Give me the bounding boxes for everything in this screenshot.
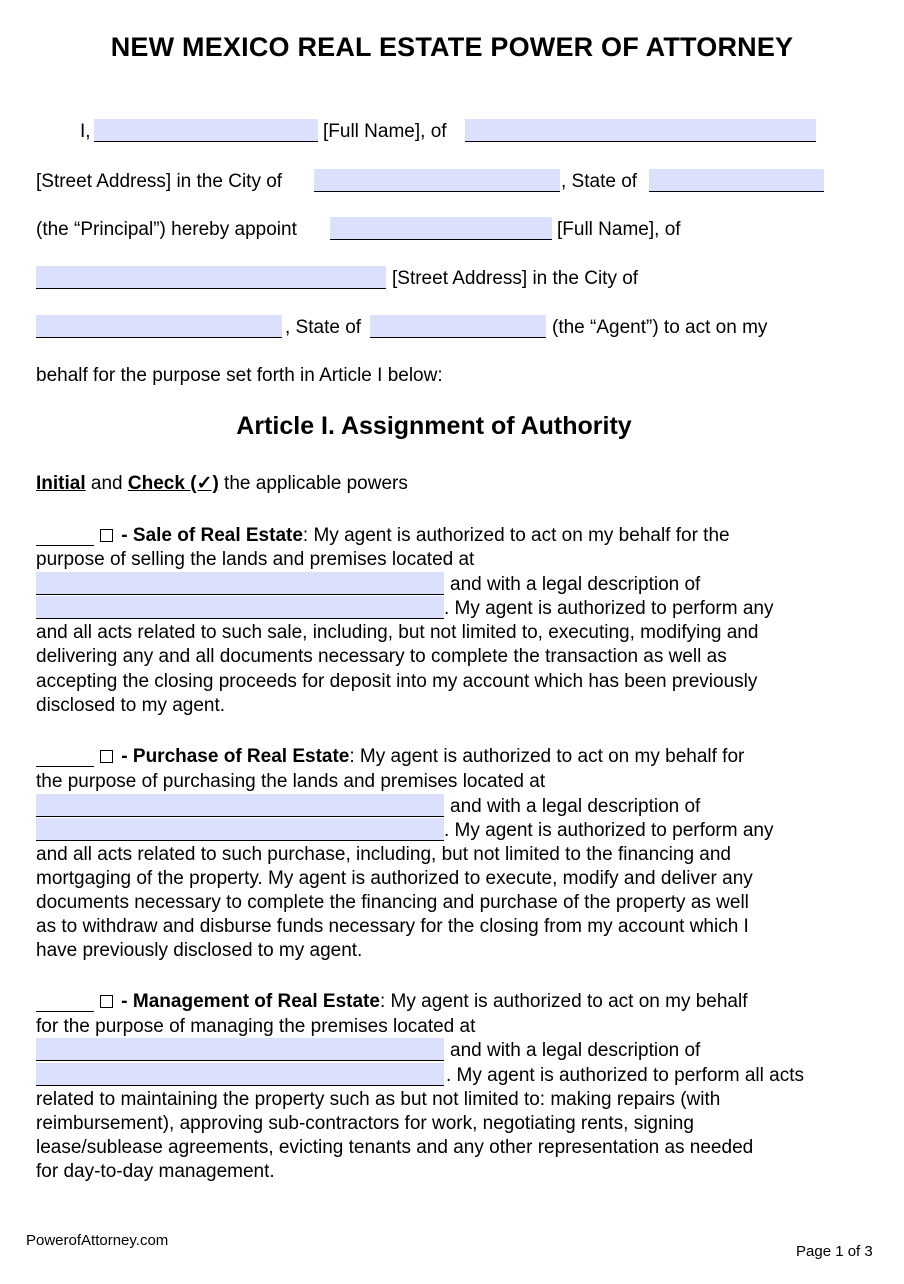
management-heading: Management of Real Estate [132,991,380,1012]
agent-city-field[interactable] [36,315,282,338]
document-title: NEW MEXICO REAL ESTATE POWER OF ATTORNEY [110,32,794,62]
management-lead: : My agent is authorized to act on my behalf [379,991,748,1012]
sale-dash: - [116,525,133,546]
purchase-dash: - [116,746,133,767]
principal-name-field[interactable] [94,119,318,142]
management-body-2: reimbursement), approving sub-contractors for work, negotiating rents, signing [36,1113,694,1134]
purchase-legal-text: and with a legal description of [450,796,701,817]
management-body-3: lease/sublease agreements, evicting tenants and any other representation as needed [36,1137,754,1158]
management-perform-text: . My agent is authorized to perform all acts [446,1065,804,1086]
management-body-4: for day-to-day management. [36,1161,275,1182]
purchase-body-1: and all acts related to such purchase, including, but not limited to the financing and [36,844,731,865]
purchase-body-3: documents necessary to complete the financing and purchase of the property as well [36,892,749,913]
purchase-body-4: as to withdraw and disburse funds necessary for the closing from my account which I [36,916,749,937]
management-line2: for the purpose of managing the premises located at [36,1016,476,1037]
purchase-initial-field[interactable] [36,744,94,767]
management-body-1: related to maintaining the property such as but not limited to: making repairs (with [36,1089,721,1110]
purchase-body-5: have previously disclosed to my agent. [36,940,363,961]
purchase-heading: Purchase of Real Estate [132,746,350,767]
sale-initial-field[interactable] [36,523,94,546]
management-legal-field[interactable] [36,1063,444,1086]
principal-city-field[interactable] [314,169,560,192]
principal-street-field[interactable] [465,119,816,142]
management-heading-line [100,990,748,1014]
intro-text-principal: (the “Principal”) hereby appoint [36,219,297,240]
sale-heading: Sale of Real Estate [132,525,303,546]
sale-checkbox[interactable] [100,529,113,542]
principal-state-field[interactable] [649,169,824,192]
sale-body-3: accepting the closing proceeds for deposit into my account which has been previously [36,671,758,692]
intro-text-state-1: , State of [561,171,638,192]
sale-body-4: disclosed to my agent. [36,695,226,716]
instruction-initial: Initial [36,473,86,494]
instruction-rest: the applicable powers [218,473,408,494]
purchase-location-field[interactable] [36,794,444,817]
management-location-field[interactable] [36,1038,444,1061]
purchase-line2: the purpose of purchasing the lands and premises located at [36,771,546,792]
intro-text-fullname-2: [Full Name], of [557,219,681,240]
purchase-heading-line [100,745,744,769]
agent-street-field[interactable] [36,266,386,289]
sale-location-field[interactable] [36,572,444,595]
intro-text-state-2: , State of [285,317,362,338]
instruction-check: Check (✓) [127,473,219,494]
article-heading: Article I. Assignment of Authority [236,412,632,440]
management-dash: - [116,991,133,1012]
footer-page-number: Page 1 of 3 [796,1243,873,1260]
management-legal-text: and with a legal description of [450,1040,701,1061]
intro-text-street-2: [Street Address] in the City of [392,268,639,289]
sale-heading-line [100,524,730,548]
management-initial-field[interactable] [36,989,94,1012]
sale-lead: : My agent is authorized to act on my behalf for the [302,525,730,546]
purchase-lead: : My agent is authorized to act on my behalf for [349,746,745,767]
intro-text-behalf: behalf for the purpose set forth in Article I below: [36,365,443,386]
intro-text-fullname-1: [Full Name], of [323,121,447,142]
sale-body-1: and all acts related to such sale, including, but not limited to, executing, modifying and [36,622,759,643]
intro-text-agent: (the “Agent”) to act on my [552,317,768,338]
agent-state-field[interactable] [370,315,546,338]
sale-legal-field[interactable] [36,596,444,619]
purchase-perform-text: . My agent is authorized to perform any [444,820,774,841]
instruction-and: and [85,473,128,494]
purchase-body-2: mortgaging of the property. My agent is authorized to execute, modify and deliver any [36,868,753,889]
intro-text-i: I, [80,121,91,142]
sale-line2: purpose of selling the lands and premises located at [36,549,475,570]
instruction-line [36,472,408,496]
agent-name-field[interactable] [330,217,552,240]
purchase-checkbox[interactable] [100,750,113,763]
sale-legal-text: and with a legal description of [450,574,701,595]
management-checkbox[interactable] [100,995,113,1008]
intro-text-street-1: [Street Address] in the City of [36,171,283,192]
sale-perform-text: . My agent is authorized to perform any [444,598,774,619]
footer-site: PowerofAttorney.com [26,1232,169,1249]
sale-body-2: delivering any and all documents necessary to complete the transaction as well as [36,646,727,667]
purchase-legal-field[interactable] [36,818,444,841]
